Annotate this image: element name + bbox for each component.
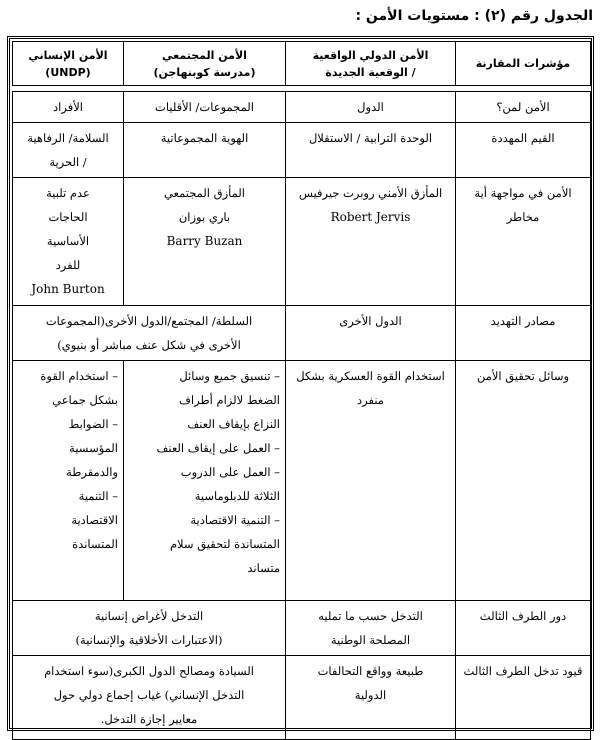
cell-human: السلامة/ الرفاهية / الحرية [13, 123, 124, 178]
security-levels-table [12, 41, 591, 740]
table-caption: الجدول رقم (٢) : مستويات الأمن : [355, 8, 593, 24]
cell-international: طبيعة وواقع التحالفات الدولية [286, 656, 456, 740]
cell-indicator: مصادر التهديد [456, 306, 591, 361]
table-row [13, 178, 591, 306]
header-societal-security: الأمن المجتمعي (مدرسة كوبنهاجن) [124, 42, 286, 86]
cell-societal: – تنسيق جميع وسائل الضغط لالزام أطراف النزاع بإيقاف العنف – العمل على إيقاف العنف – العمل على الدروب الثلاثة للدبلوماسية – التنمية الاقتصادية المتساندة لتحقيق سلام متساند [124, 361, 286, 601]
cell-indicator: القيم المهددة [456, 123, 591, 178]
header-row [13, 42, 591, 86]
cell-indicator: قيود تدخل الطرف الثالث [456, 656, 591, 740]
cell-societal: المجموعات/ الأقليات [124, 92, 286, 123]
cell-human: – استخدام القوة بشكل جماعي – الضوابط المؤسسية والدمقرطة – التنمية الاقتصادية المتساندة [13, 361, 124, 601]
cell-international: المأزق الأمني روبرت جيرفيس Robert Jervis [286, 178, 456, 306]
cell-international: الوحدة الترابية / الاستقلال [286, 123, 456, 178]
cell-indicator: دور الطرف الثالث [456, 601, 591, 656]
header-comparison-indicators: مؤشرات المقارنة [456, 42, 591, 86]
table-row [13, 123, 591, 178]
table-row [13, 306, 591, 361]
table-row [13, 656, 591, 740]
table-row [13, 92, 591, 123]
cell-international: الدول [286, 92, 456, 123]
cell-societal: الهوية المجموعاتية [124, 123, 286, 178]
cell-indicator: الأمن في مواجهة أية مخاطر [456, 178, 591, 306]
table-row [13, 601, 591, 656]
cell-societal-human-merged: السيادة ومصالح الدول الكبرى(سوء استخدام التدخل الإنساني) غياب إجماع دولي حول معايير إجازة التدخل. [13, 656, 286, 740]
cell-indicator: وسائل تحقيق الأمن [456, 361, 591, 601]
cell-international: الدول الأخرى [286, 306, 456, 361]
cell-societal-human-merged: السلطة/ المجتمع/الدول الأخرى(المجموعات الأخرى في شكل عنف مباشر أو بنيوي) [13, 306, 286, 361]
table-row [13, 361, 591, 601]
cell-human: عدم تلبية الحاجات الأساسية للفرد John Burton [13, 178, 124, 306]
cell-human: الأفراد [13, 92, 124, 123]
cell-international: التدخل حسب ما تمليه المصلحة الوطنية [286, 601, 456, 656]
cell-indicator: الأمن لمن؟ [456, 92, 591, 123]
cell-societal: المأزق المجتمعي باري بوزان Barry Buzan [124, 178, 286, 306]
cell-societal-human-merged: التدخل لأغراض إنسانية (الاعتبارات الأخلاقية والإنسانية) [13, 601, 286, 656]
header-international-security: الأمن الدولي الواقعية / الوقعية الجديدة [286, 42, 456, 86]
cell-international: استخدام القوة العسكرية بشكل منفرد [286, 361, 456, 601]
header-human-security: الأمن الإنساني (UNDP) [13, 42, 124, 86]
